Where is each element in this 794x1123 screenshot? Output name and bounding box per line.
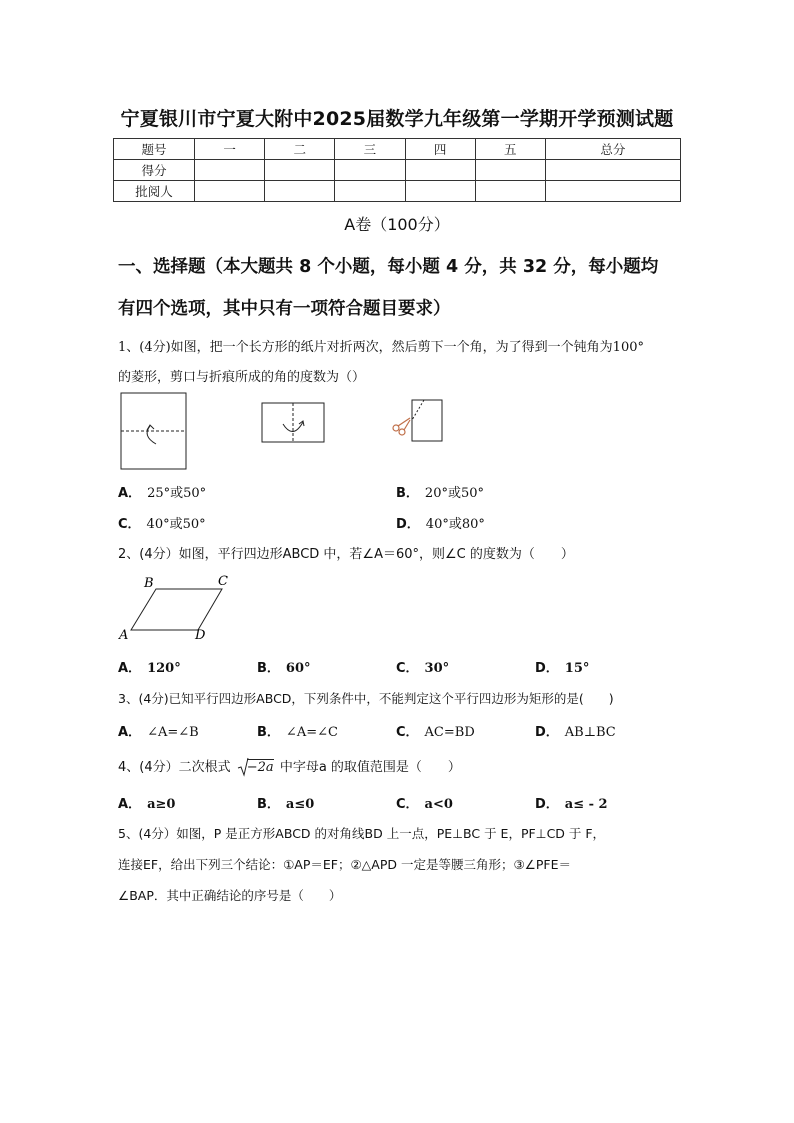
- score-cell[interactable]: [405, 160, 475, 181]
- grader-cell[interactable]: [335, 181, 405, 202]
- grader-row: [114, 181, 681, 202]
- section1-heading-line2: 有四个选项，其中只有一项符合题目要求）: [118, 299, 451, 319]
- q3-option-c[interactable]: C． AC=BD: [396, 725, 475, 740]
- q2-text: 2、(4分）如图，平行四边形ABCD 中，若∠A＝60°，则∠C 的度数为（ ）: [118, 547, 574, 562]
- q1-figure-cut: [390, 398, 446, 444]
- q4-text: 4、(4分）二次根式 −2a 中字母a 的取值范围是（ ）: [118, 756, 461, 775]
- grader-cell[interactable]: [265, 181, 335, 202]
- q5-text-line2: 连接EF，给出下列三个结论：①AP＝EF；②△APD 一定是等腰三角形；③∠PFE＝: [118, 857, 572, 872]
- score-table: [113, 138, 681, 202]
- q1-figure-paper: [120, 392, 190, 472]
- grader-cell[interactable]: [405, 181, 475, 202]
- vertex-label-d: D: [195, 628, 206, 643]
- q4-option-d[interactable]: D． a≤ - 2: [535, 797, 608, 812]
- q1-option-c[interactable]: C． 40°或50°: [118, 517, 206, 532]
- scissors-icon: [393, 418, 410, 435]
- q3-option-a[interactable]: A． ∠A=∠B: [118, 725, 199, 740]
- q3-option-d[interactable]: D． AB⊥BC: [535, 725, 616, 740]
- grader-cell[interactable]: [545, 181, 680, 202]
- score-cell[interactable]: [335, 160, 405, 181]
- score-row: [114, 160, 681, 181]
- score-cell[interactable]: [195, 160, 265, 181]
- section1-heading-line1: 一、选择题（本大题共 8 个小题，每小题 4 分，共 32 分，每小题均: [118, 257, 659, 277]
- section-a-heading: A卷（100分）: [344, 215, 450, 234]
- radical-sign-icon: [237, 757, 249, 777]
- header-cell: 一: [195, 139, 265, 160]
- vertex-label-c: C: [218, 574, 228, 589]
- q1-text-line2: 的菱形，剪口与折痕所成的角的度数为（）: [118, 370, 366, 385]
- q5-text-line1: 5、(4分）如图，P 是正方形ABCD 的对角线BD 上一点，PE⊥BC 于 E，PF⊥CD 于 F，: [118, 826, 606, 841]
- q1-option-a[interactable]: A． 25°或50°: [118, 486, 207, 501]
- score-cell[interactable]: [545, 160, 680, 181]
- header-cell: 五: [475, 139, 545, 160]
- q2-parallelogram-figure: [118, 573, 238, 645]
- q5-text-line3: ∠BAP．其中正确结论的序号是（ ）: [118, 888, 342, 903]
- q1-text-line1: 1、(4分)如图，把一个长方形的纸片对折两次，然后剪下一个角，为了得到一个钝角为100°: [118, 340, 644, 355]
- grader-cell[interactable]: [195, 181, 265, 202]
- q1-option-b[interactable]: B． 20°或50°: [396, 486, 485, 501]
- score-cell[interactable]: [265, 160, 335, 181]
- q3-option-b[interactable]: B． ∠A=∠C: [257, 725, 338, 740]
- q2-option-b[interactable]: B． 60°: [257, 661, 311, 676]
- row-label: 批阅人: [114, 181, 195, 202]
- q2-option-c[interactable]: C． 30°: [396, 661, 450, 676]
- q4-option-c[interactable]: C． a<0: [396, 797, 453, 812]
- radical-expression: −2a: [237, 760, 274, 775]
- row-label: 得分: [114, 160, 195, 181]
- header-cell: 题号: [114, 139, 195, 160]
- q2-option-d[interactable]: D． 15°: [535, 661, 590, 676]
- exam-title: 宁夏银川市宁夏大附中2025届数学九年级第一学期开学预测试题: [120, 108, 674, 130]
- header-cell: 二: [265, 139, 335, 160]
- score-table-header-row: [114, 139, 681, 160]
- q1-option-d[interactable]: D． 40°或80°: [396, 517, 485, 532]
- header-cell: 三: [335, 139, 405, 160]
- score-cell[interactable]: [475, 160, 545, 181]
- header-cell: 总分: [545, 139, 680, 160]
- q3-text: 3、(4分)已知平行四边形ABCD，下列条件中，不能判定这个平行四边形为矩形的是( ): [118, 691, 614, 706]
- q1-figure-folded: [261, 402, 327, 444]
- q4-option-a[interactable]: A． a≥0: [118, 797, 176, 812]
- vertex-label-a: A: [119, 628, 129, 643]
- q2-option-a[interactable]: A． 120°: [118, 661, 181, 676]
- vertex-label-b: B: [144, 576, 154, 591]
- header-cell: 四: [405, 139, 475, 160]
- grader-cell[interactable]: [475, 181, 545, 202]
- q4-option-b[interactable]: B． a≤0: [257, 797, 315, 812]
